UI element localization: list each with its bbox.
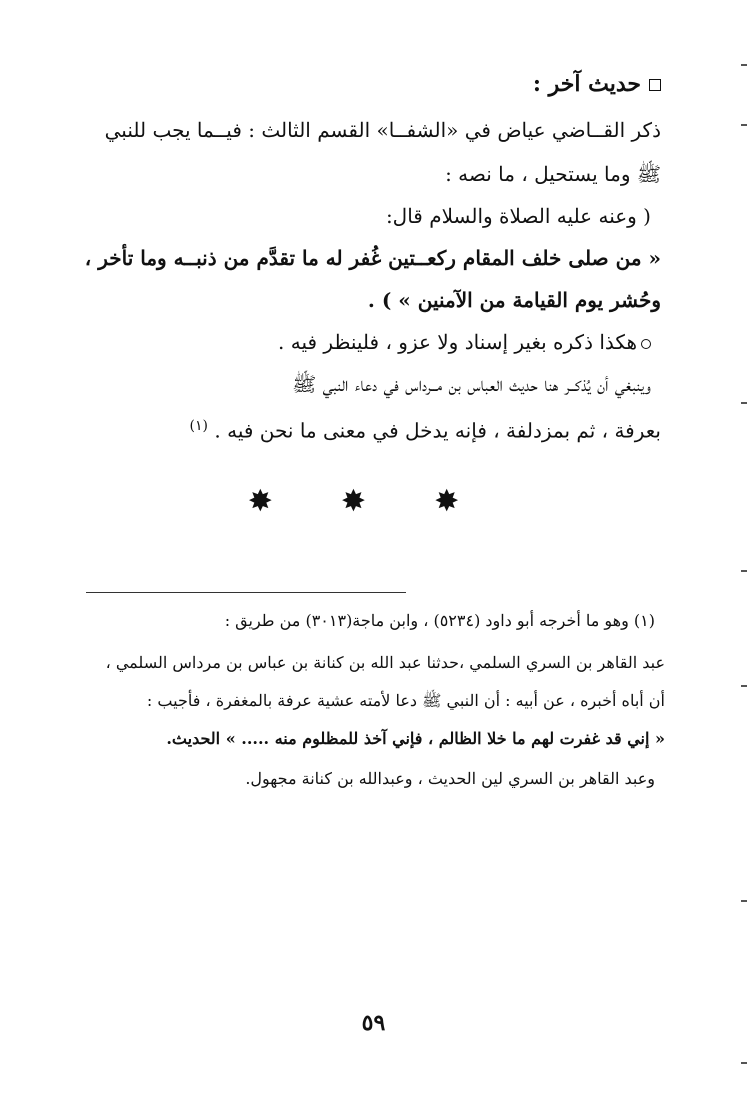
square-bullet-icon [649,79,661,91]
body-line-8 [86,410,661,447]
star-ornament-icon: ✸ [434,484,500,519]
body-line-1: ذكر القــاضي عياض في «الشفــا» القسم الثالث : فيــما يجب للنبي [104,118,661,142]
section-heading [86,68,661,100]
body-line-2: ﷺ وما يستحيل ، ما نصه : [445,162,661,186]
star-ornament-icon: ✸ [340,484,407,519]
circle-bullet-icon [641,339,651,349]
section-divider-ornaments [0,484,747,519]
page-edge-mark [741,1062,747,1064]
footnote-reference: (١) [189,418,209,434]
hadith-text-line-2: وحُشر يوم القيامة من الآمنين » ) . [367,288,661,312]
body-line-8-text: بعرفة ، ثم بمزدلفة ، فإنه يدخل في معنى ما نحن فيه . [214,418,661,443]
star-ornament-icon: ✸ [247,484,313,519]
page-edge-mark [741,124,747,126]
page-number: ٥٩ [361,1010,386,1036]
footnote-line-1: (١) وهو ما أخرجه أبو داود (٥٢٣٤) ، وابن ماجة(٣٠١٣) من طريق : [224,611,655,630]
footnote-line-2: عبد القاهر بن السري السلمي ،حدثنا عبد الله بن كنانة بن عباس بن مرداس السلمي ، [105,653,665,672]
footnote-line-4: « إني قد غفرت لهم ما خلا الظالم ، فإني آخذ للمظلوم منه ..... » الحديث. [166,729,665,748]
page-edge-mark [741,64,747,66]
page-edge-mark [741,570,747,572]
footnote-separator [86,592,406,593]
footnote-line-3: أن أباه أخبره ، عن أبيه : أن النبي ﷺ دعا لأمته عشية عرفة بالمغفرة ، فأجيب : [146,691,665,710]
hadith-text-line-1: « من صلى خلف المقام ركعــتين غُفر له ما تقدَّم من ذنبــه وما تأخر ، [84,246,661,270]
body-line-7: وينبغي أن يُذكــر هنا حديث العباس بن مــرداس في دعاء النبي ﷺ [292,372,651,396]
body-line-6 [86,326,651,358]
page-edge-mark [741,685,747,687]
footnote-line-5: وعبد القاهر بن السري لين الحديث ، وعبدالله بن كنانة مجهول. [245,769,655,788]
body-line-6-text: هكذا ذكره بغير إسناد ولا عزو ، فلينظر فيه . [278,330,637,354]
section-heading-text: حديث آخر : [532,71,641,97]
page-edge-mark [741,402,747,404]
body-line-3: ( وعنه عليه الصلاة والسلام قال: [385,204,651,228]
page-edge-mark [741,900,747,902]
